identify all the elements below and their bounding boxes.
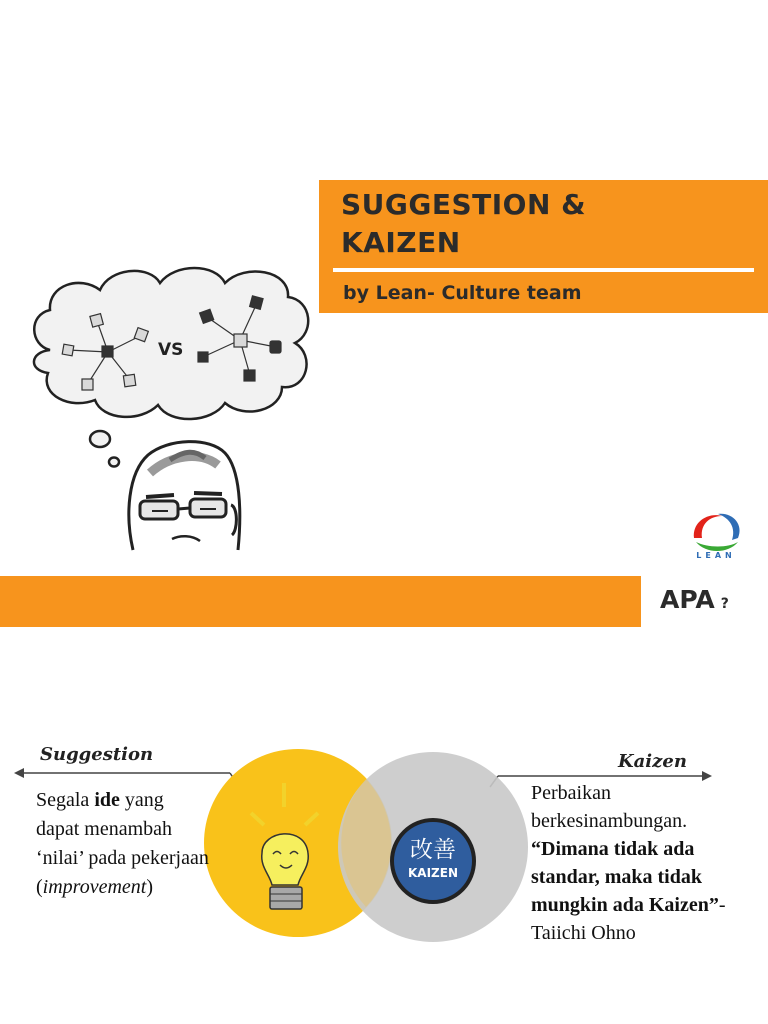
kaizen-badge-kanji: 改善 — [410, 837, 456, 863]
page-title — [341, 186, 751, 262]
kaizen-attribution: -Taiichi Ohno — [531, 894, 726, 944]
section-heading — [660, 585, 729, 614]
man-head — [129, 442, 240, 550]
vs-label: VS — [158, 340, 184, 360]
page-subtitle: by Lean- Culture team — [343, 282, 582, 304]
title-line-1: SUGGESTION & — [341, 188, 587, 221]
thought-bubble-large — [90, 431, 110, 447]
section-band — [0, 576, 641, 627]
kaizen-label: Kaizen — [618, 751, 687, 772]
suggestion-desc-bold: ide — [94, 789, 120, 811]
suggestion-arrow-icon — [14, 768, 24, 778]
thinking-man-illustration — [20, 255, 320, 560]
suggestion-desc-mid: yang dapat menambah ‘nilai’ pada pekerjaan ( — [36, 789, 209, 898]
lean-logo-label: LEAN — [696, 551, 736, 560]
kaizen-desc-plain: Perbaikan berkesinambungan. — [531, 782, 688, 832]
suggestion-desc-pre: Segala — [36, 789, 95, 811]
kaizen-badge-word: KAIZEN — [408, 866, 458, 880]
suggestion-desc-post: ) — [146, 876, 154, 898]
suggestion-description — [36, 786, 211, 902]
suggestion-label: Suggestion — [40, 744, 154, 765]
kaizen-quote: “Dimana tidak ada standar, maka tidak mungkin ada Kaizen” — [531, 838, 719, 916]
title-line-2: KAIZEN — [341, 226, 461, 259]
section-heading-word: APA — [660, 585, 715, 614]
suggestion-desc-italic: improvement — [42, 876, 147, 898]
thought-bubble-small — [109, 458, 119, 467]
question-mark: ? — [720, 596, 729, 612]
title-divider — [333, 268, 754, 272]
kaizen-description — [531, 779, 763, 947]
